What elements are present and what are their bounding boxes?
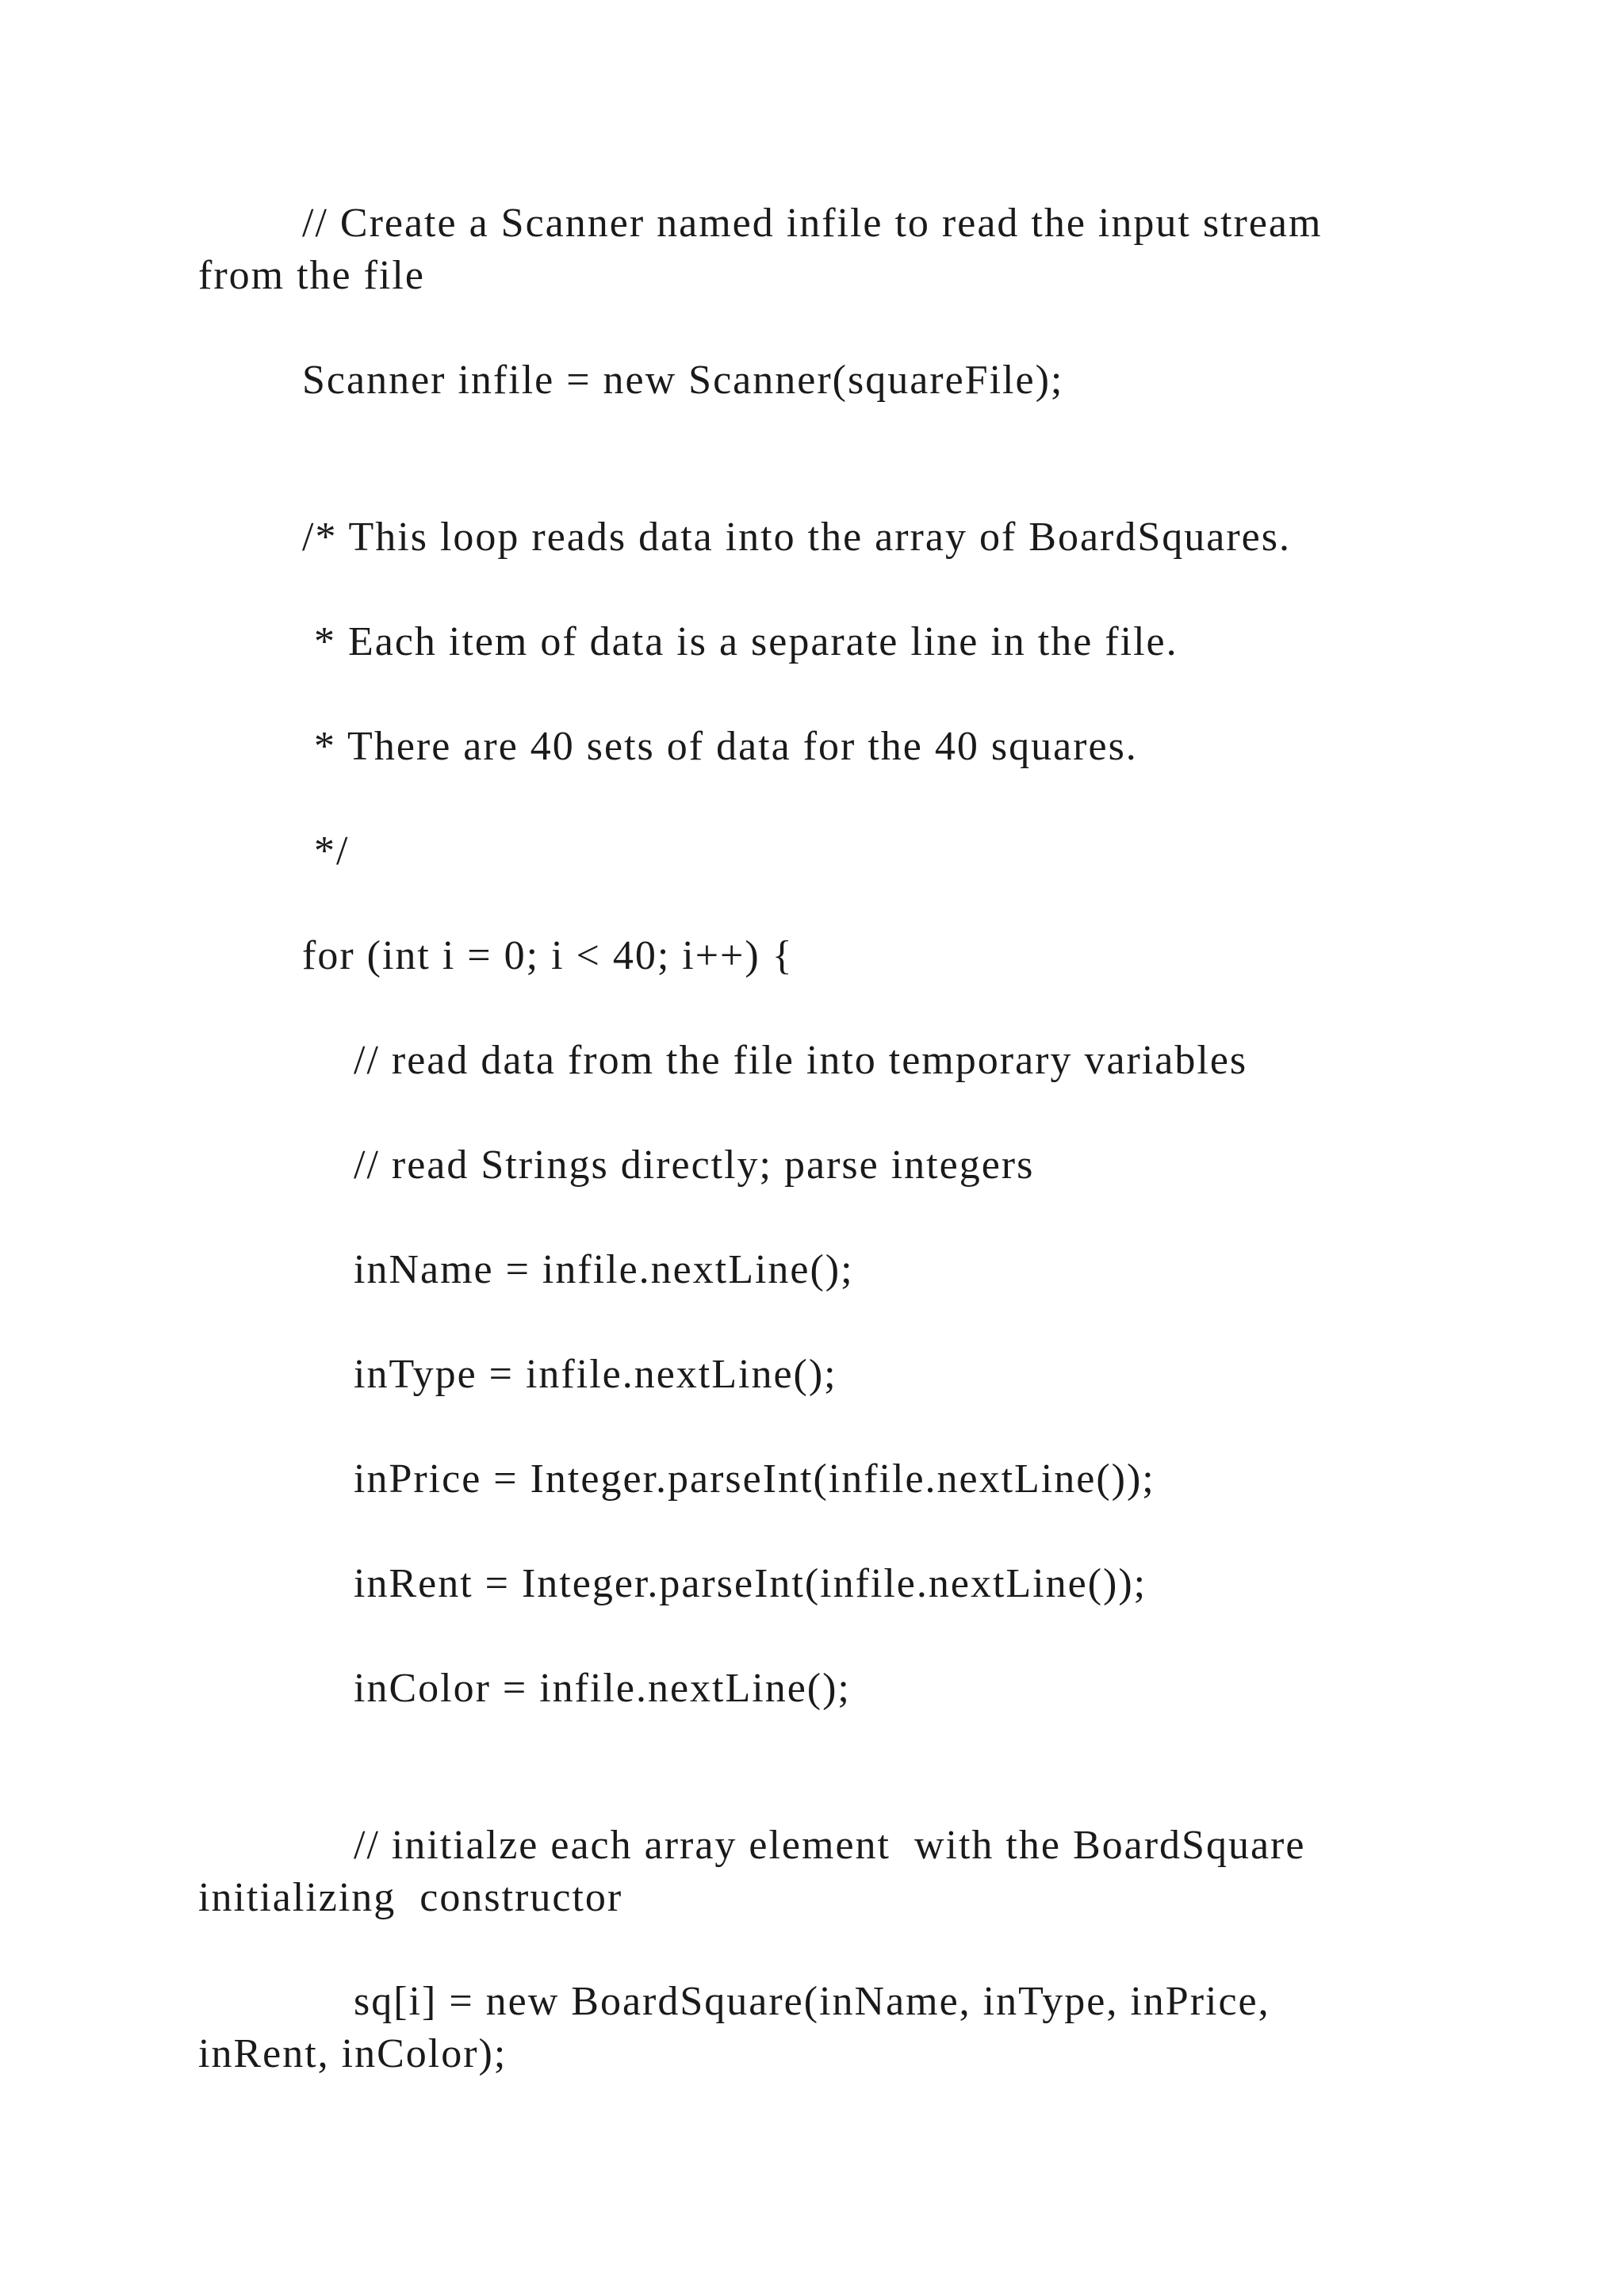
code-comment-line: /* This loop reads data into the array of BoardSquares.: [302, 515, 1291, 560]
code-comment-line: // initialze each array element with the BoardSquare: [354, 1823, 1306, 1868]
code-line: Scanner infile = new Scanner(squareFile);: [302, 358, 1064, 403]
code-line: sq[i] = new BoardSquare(inName, inType, inPrice,: [354, 1979, 1270, 2024]
code-comment-line: */: [302, 828, 350, 874]
code-line: inName = infile.nextLine();: [354, 1247, 854, 1292]
code-comment-line: initializing constructor: [198, 1875, 623, 1920]
code-comment-line: * Each item of data is a separate line in the file.: [302, 619, 1178, 664]
code-comment-line: from the file: [198, 253, 425, 298]
code-line: inColor = infile.nextLine();: [354, 1666, 851, 1711]
code-line: inRent = Integer.parseInt(infile.nextLine());: [354, 1561, 1147, 1606]
code-line: inRent, inColor);: [198, 2031, 508, 2076]
code-line: inType = infile.nextLine();: [354, 1352, 837, 1397]
code-comment-line: // read data from the file into temporary variables: [354, 1038, 1248, 1083]
code-comment-line: // read Strings directly; parse integers: [354, 1142, 1035, 1188]
code-comment-line: // Create a Scanner named infile to read the input stream: [302, 201, 1323, 246]
code-line: inPrice = Integer.parseInt(infile.nextLine());: [354, 1456, 1155, 1502]
code-line: for (int i = 0; i < 40; i++) {: [302, 933, 794, 978]
code-comment-line: * There are 40 sets of data for the 40 squares.: [302, 724, 1138, 769]
